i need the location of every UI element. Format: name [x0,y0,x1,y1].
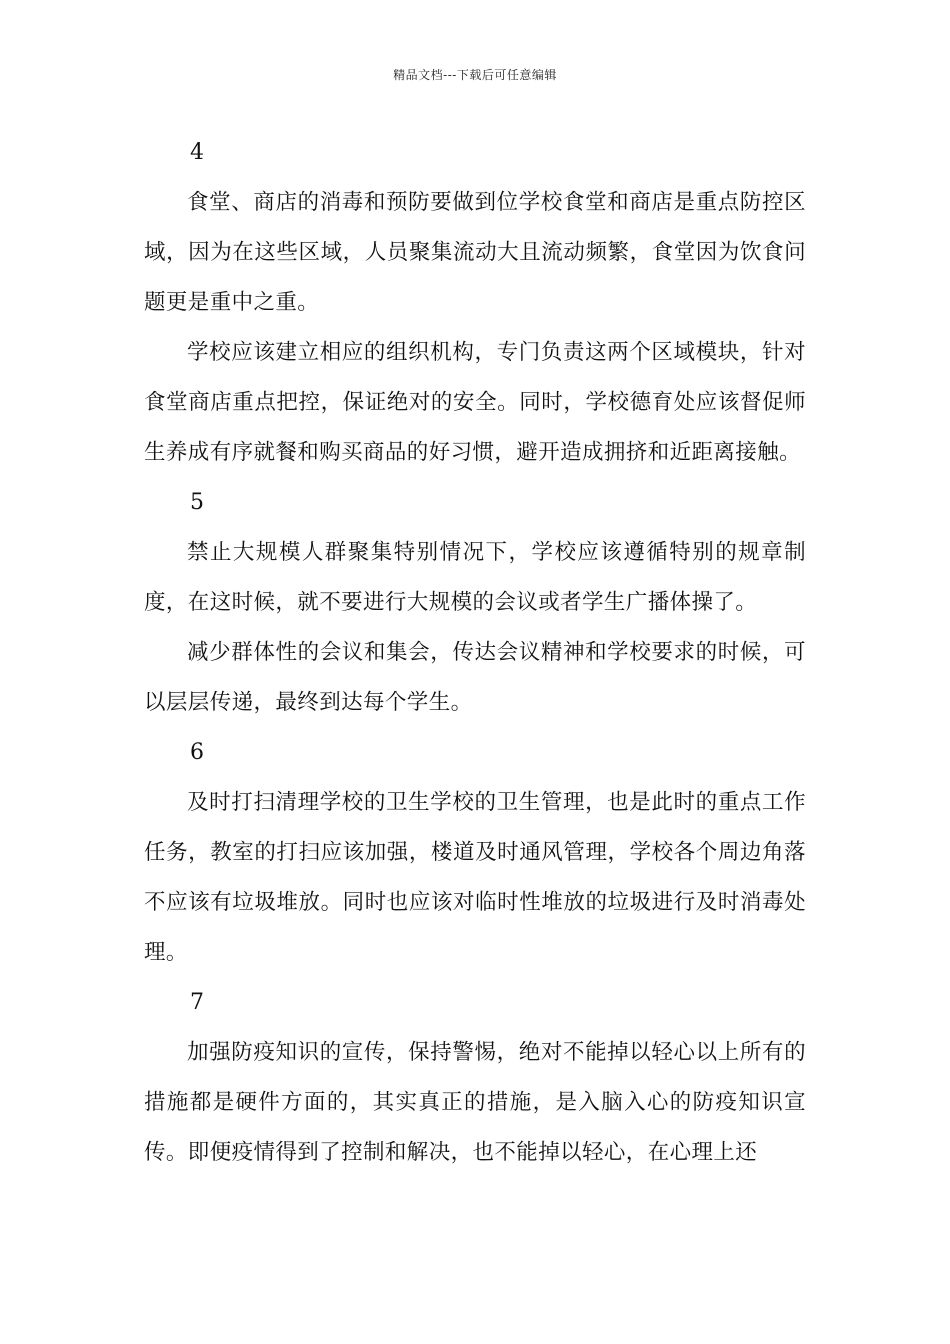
section-number: 4 [190,140,204,165]
paragraph: 及时打扫清理学校的卫生学校的卫生管理，也是此时的重点工作任务，教室的打扫应该加强，楼道及时通风管理，学校各个周边角落不应该有垃圾堆放。同时也应该对临时性堆放的垃圾进行及时消毒处理。 [144,790,806,965]
paragraph: 加强防疫知识的宣传，保持警惕，绝对不能掉以轻心以上所有的措施都是硬件方面的，其实真正的措施，是入脑入心的防疫知识宣传。即便疫情得到了控制和解决，也不能掉以轻心，在心理上还 [144,1040,806,1165]
section-number: 6 [190,740,204,765]
section-number: 5 [190,490,204,515]
page-header: 精品文档---下载后可任意编辑 [393,68,557,82]
document-body [144,128,806,1178]
paragraph: 减少群体性的会议和集会，传达会议精神和学校要求的时候，可以层层传递，最终到达每个学生。 [144,640,806,715]
paragraph: 禁止大规模人群聚集特别情况下，学校应该遵循特别的规章制度，在这时候，就不要进行大规模的会议或者学生广播体操了。 [144,540,806,615]
section-number: 7 [190,990,204,1015]
paragraph: 学校应该建立相应的组织机构，专门负责这两个区域模块，针对食堂商店重点把控，保证绝对的安全。同时，学校德育处应该督促师生养成有序就餐和购买商品的好习惯，避开造成拥挤和近距离接触。 [144,340,806,465]
paragraph: 食堂、商店的消毒和预防要做到位学校食堂和商店是重点防控区域，因为在这些区域，人员聚集流动大且流动频繁，食堂因为饮食问题更是重中之重。 [144,190,806,315]
